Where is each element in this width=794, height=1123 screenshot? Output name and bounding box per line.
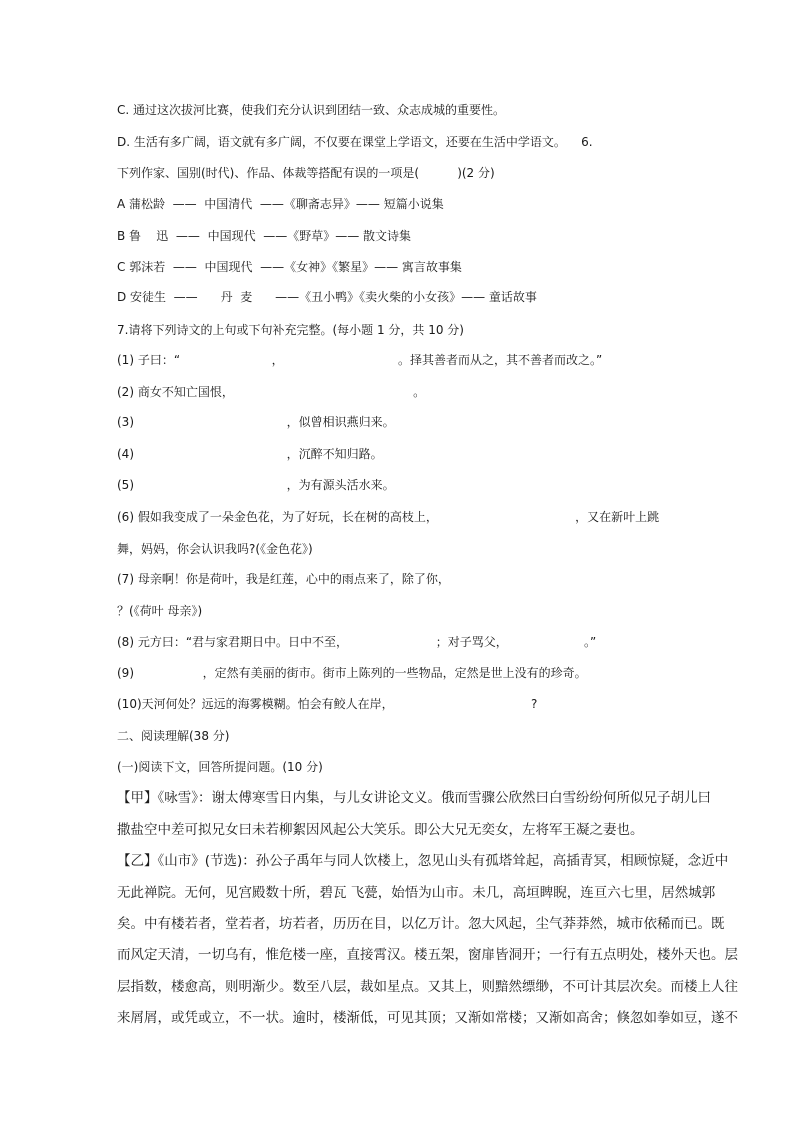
- question-7-item-7-line-2: ？(《荷叶 母亲》): [117, 604, 203, 618]
- question-7-item-9: (9) ，定然有美丽的街市。街市上陈列的一些物品，定然是世上没有的珍奇。: [117, 666, 587, 680]
- passage-yi-line-2: 无此禅院。无何，见宫殿数十所，碧瓦 飞甍，始悟为山市。未几，高垣睥睨，连亘六七里，居然城郭: [117, 885, 716, 901]
- passage-yi-line-5: 层指数，楼愈高，则明渐少。数至八层，裁如星点。又其上，则黯然缥缈，不可计其层次矣。而楼上人往: [117, 979, 738, 995]
- question-6-option-c: C 郭沫若 —— 中国现代 ——《女神》《繁星》—— 寓言故事集: [117, 260, 462, 274]
- question-7-item-2: (2) 商女不知亡国恨， 。: [117, 385, 426, 399]
- passage-yi-line-3: 矣。中有楼若者，堂若者，坊若者，历历在目，以亿万计。忽大风起，尘气莽莽然，城市依稀而已。既: [117, 916, 725, 932]
- option-c-text: C. 通过这次拔河比赛，使我们充分认识到团结一致、众志成城的重要性。: [117, 103, 506, 117]
- section-2-part-1-heading: (一)阅读下文，回答所提问题。(10 分): [117, 760, 323, 774]
- section-2-heading: 二、阅读理解(38 分): [117, 729, 230, 743]
- question-6-option-a: A 蒲松龄 —— 中国清代 ——《聊斋志异》—— 短篇小说集: [117, 197, 444, 211]
- option-d-text: D. 生活有多广阔，语文就有多广阔，不仅要在课堂上学语文，还要在生活中学语文。 6.: [117, 135, 593, 149]
- question-7-item-3: (3) ，似曾相识燕归来。: [117, 415, 395, 429]
- question-7-item-6-line-1: (6) 假如我变成了一朵金色花，为了好玩，长在树的高枝上， ，又在新叶上跳: [117, 510, 660, 524]
- question-7-item-1: (1) 子曰：“ ， 。择其善者而从之，其不善者而改之。”: [117, 353, 603, 367]
- question-6-stem: 下列作家、国别(时代)、作品、体裁等搭配有误的一项是( )(2 分): [117, 166, 495, 180]
- question-7-item-5: (5) ，为有源头活水来。: [117, 478, 395, 492]
- passage-yi-line-1: 【乙】《山市》(节选)：孙公子禹年与同人饮楼上，忽见山头有孤塔耸起，高插青冥，相顾惊疑，念近中: [117, 853, 729, 869]
- question-7-stem: 7.请将下列诗文的上句或下句补充完整。(每小题 1 分，共 10 分): [117, 323, 464, 337]
- question-6-option-b: B 鲁 迅 —— 中国现代 ——《野草》—— 散文诗集: [117, 229, 412, 243]
- question-7-item-4: (4) ，沉醉不知归路。: [117, 447, 383, 461]
- passage-yi-line-6: 来屑屑，或凭或立，不一状。逾时，楼渐低，可见其顶；又渐如常楼；又渐如高舍；倏忽如拳如豆，遂不: [117, 1010, 738, 1026]
- question-6-option-d: D 安徒生 —— 丹 麦 ——《丑小鸭》《卖火柴的小女孩》—— 童话故事: [117, 290, 537, 304]
- passage-yi-line-4: 而风定天清，一切乌有，惟危楼一座，直接霄汉。楼五架，窗扉皆洞开；一行有五点明处，楼外天也。层: [117, 947, 738, 963]
- question-7-item-10: (10)天河何处？远远的海雾模糊。怕会有鲛人在岸， ?: [117, 697, 538, 711]
- question-7-item-7-line-1: (7) 母亲啊！你是荷叶，我是红莲，心中的雨点来了，除了你，: [117, 572, 450, 586]
- passage-jia-line-2: 撒盐空中差可拟兄女曰未若柳絮因风起公大笑乐。即公大兄无奕女，左将军王凝之妻也。: [117, 822, 644, 838]
- passage-jia-line-1: 【甲】《咏雪》：谢太傅寒雪日内集，与儿女讲论文义。俄而雪骤公欣然曰白雪纷纷何所似兄子胡儿曰: [117, 790, 711, 806]
- question-7-item-8: (8) 元方曰：“君与家君期日中。日中不至， ；对子骂父， 。”: [117, 635, 597, 649]
- question-7-item-6-line-2: 舞，妈妈，你会认识我吗?(《金色花》): [117, 542, 313, 556]
